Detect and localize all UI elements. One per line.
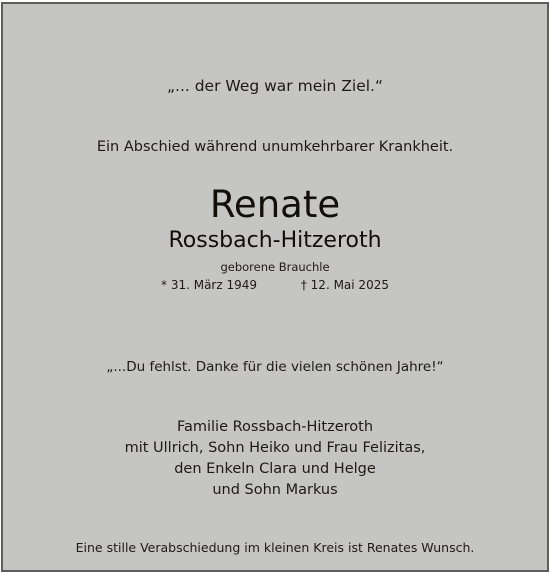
surname: Rossbach-Hitzeroth <box>168 228 382 253</box>
maiden-name: geborene Brauchle <box>220 260 330 274</box>
mourner-line: mit Ullrich, Sohn Heiko und Frau Felizitas, <box>124 440 426 456</box>
closing-note: Eine stille Verabschiedung im kleinen Kreis ist Renates Wunsch. <box>75 540 475 555</box>
first-name: Renate <box>209 183 341 226</box>
mourners-block <box>3 417 547 501</box>
mourner-line: den Enkeln Clara und Helge <box>174 461 376 477</box>
obituary-card <box>1 2 549 572</box>
death-date: † 12. Mai 2025 <box>300 278 389 292</box>
farewell-quote: „...Du fehlst. Danke für die vielen schönen Jahre!“ <box>106 359 444 375</box>
farewell-line: Ein Abschied während unumkehrbarer Krankheit. <box>96 139 454 155</box>
motto-quote: „... der Weg war mein Ziel.“ <box>166 77 384 95</box>
life-dates <box>3 278 547 292</box>
birth-date: * 31. März 1949 <box>161 278 258 292</box>
mourner-line: und Sohn Markus <box>212 482 338 498</box>
mourner-line: Familie Rossbach-Hitzeroth <box>176 419 374 435</box>
